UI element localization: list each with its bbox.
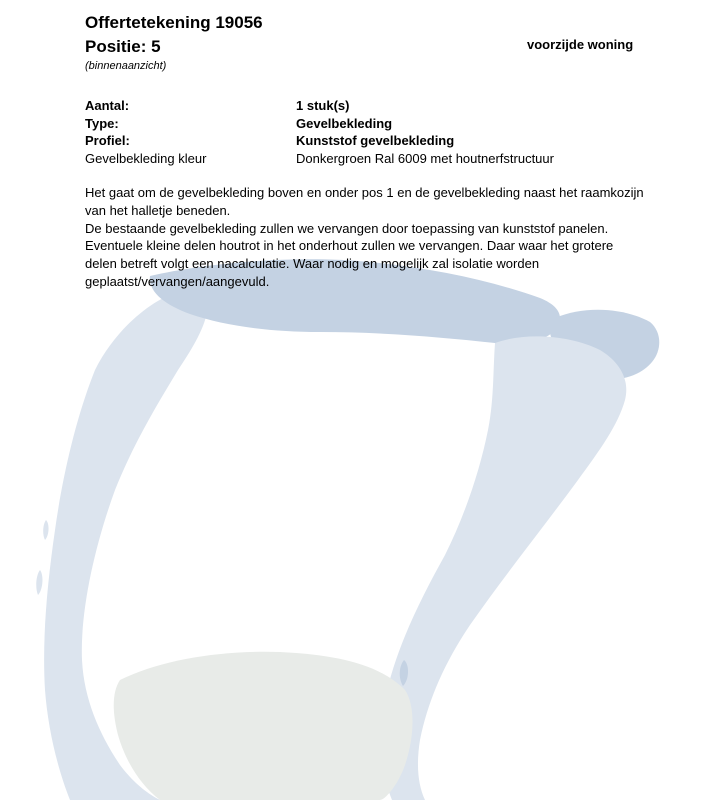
- spec-value: Gevelbekleding: [296, 115, 393, 131]
- spec-row-color: [85, 150, 625, 168]
- description-paragraph: De bestaande gevelbekleding zullen we vervangen door toepassing van kunststof panelen. Eventuele kleine delen houtrot in het onderhout zullen we vervangen. Daar waar het grotere delen betreft volgt een nacalculatie. Waar nodig en mogelijk zal isolatie worden geplaatst/vervangen/aangevuld.: [85, 220, 614, 289]
- spec-label: Gevelbekleding kleur: [85, 150, 207, 166]
- position-number: Positie: 5: [85, 37, 161, 56]
- spec-value: Kunststof gevelbekleding: [296, 133, 455, 148]
- spec-value: 1 stuk(s): [296, 98, 350, 113]
- spec-label: Type:: [85, 115, 119, 131]
- spec-table: [85, 97, 625, 167]
- spec-label: Profiel:: [85, 133, 130, 148]
- spec-row-profile: [85, 132, 625, 150]
- description-text: [85, 184, 645, 291]
- location-label: voorzijde woning: [527, 37, 634, 52]
- spec-row-type: [85, 115, 625, 133]
- description-paragraph: Het gaat om de gevelbekleding boven en onder pos 1 en de gevelbekleding naast het raamkozijn van het halletje beneden.: [85, 185, 644, 218]
- spec-row-quantity: [85, 97, 625, 115]
- view-label: (binnenaanzicht): [85, 60, 167, 72]
- spec-label: Aantal:: [85, 98, 130, 113]
- document-title: Offertetekening 19056: [85, 13, 263, 32]
- spec-value: Donkergroen Ral 6009 met houtnerfstructuur: [296, 150, 554, 166]
